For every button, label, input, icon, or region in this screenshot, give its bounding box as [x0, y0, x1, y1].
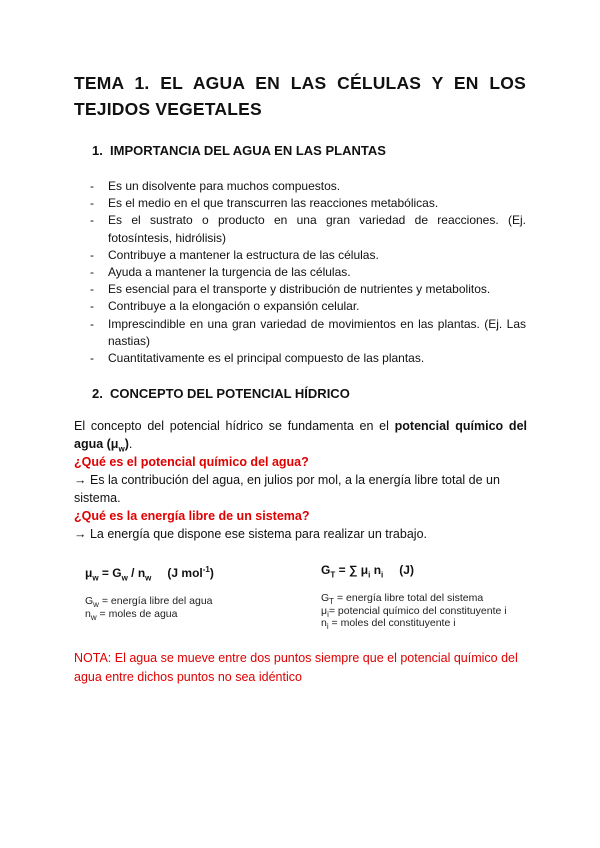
list-item: - Es el medio en el que transcurren las reacciones metabólicas.	[90, 195, 526, 212]
list-item: - Es un disolvente para muchos compuestos.	[90, 178, 526, 195]
answer-chemical-potential: → Es la contribución del agua, en julios por mol, a la energía libre total de un sistema.	[74, 473, 500, 505]
answer-free-energy: → La energía que dispone ese sistema para realizar un trabajo.	[74, 527, 427, 541]
chemical-potential-equation: $\mu_w = G_w / n_w$ (J mol$^{-1}$)	[85, 565, 214, 583]
list-item: - Ayuda a mantener la turgencia de las células.	[90, 264, 526, 281]
intro-paragraph: El concepto del potencial hídrico se fundamenta en el potencial químico del agua $(\mu_w)$.	[74, 419, 527, 454]
list-item: - Cuantitativamente es el principal compuesto de las plantas.	[90, 350, 526, 367]
intro-text: El concepto del potencial hídrico se fundamenta en el	[74, 419, 389, 433]
section-2-heading	[92, 386, 350, 402]
importance-list	[90, 178, 526, 367]
definition-gt: $G_T$ = energía libre total del sistema	[321, 592, 484, 607]
list-item: - Imprescindible en una gran variedad de movimientos en las plantas. (Ej. Las nastias)	[90, 316, 526, 350]
section-1-heading	[92, 143, 386, 159]
formula-left	[85, 562, 285, 620]
section-1-title: IMPORTANCIA DEL AGUA EN LAS PLANTAS	[110, 143, 386, 158]
definition-nw: $n_w$ = moles de agua	[85, 607, 178, 622]
note: NOTA: El agua se mueve entre dos puntos siempre que el potencial químico del agua entre dichos puntos no sea idéntico	[74, 651, 518, 684]
page-title: TEMA 1. EL AGUA EN LAS CÉLULAS Y EN LOS TEJIDOS VEGETALES	[74, 73, 526, 119]
list-item: - Contribuye a mantener la estructura de las células.	[90, 247, 526, 264]
question-chemical-potential: ¿Qué es el potencial químico del agua?	[74, 455, 309, 469]
section-2-body	[74, 417, 527, 543]
definition-mui: $\mu_i=$ potencial químico del constituyente i	[321, 604, 507, 619]
section-2-number: 2.	[92, 386, 103, 401]
question-free-energy: ¿Qué es la energía libre de un sistema?	[74, 509, 310, 523]
list-item: - Es el sustrato o producto en una gran variedad de reacciones. (Ej. fotosíntesis, hidrólisis)	[90, 212, 526, 246]
list-item: - Contribuye a la elongación o expansión celular.	[90, 298, 526, 315]
intro-bold: potencial químico del agua $(\mu_w)$	[74, 419, 527, 454]
section-1-number: 1.	[92, 143, 103, 158]
section-2-title: CONCEPTO DEL POTENCIAL HÍDRICO	[110, 386, 350, 401]
list-item: - Es esencial para el transporte y distribución de nutrientes y metabolitos.	[90, 281, 526, 298]
free-energy-equation: $G_T$ = ∑ $\mu_i$ $n_i$ (J)	[321, 563, 414, 580]
definition-ni: $n_i$ = moles del constituyente i	[321, 617, 456, 632]
formula-figure	[85, 562, 535, 642]
definition-gw: $G_w$ = energía libre del agua	[85, 595, 213, 610]
formula-right	[321, 562, 541, 630]
